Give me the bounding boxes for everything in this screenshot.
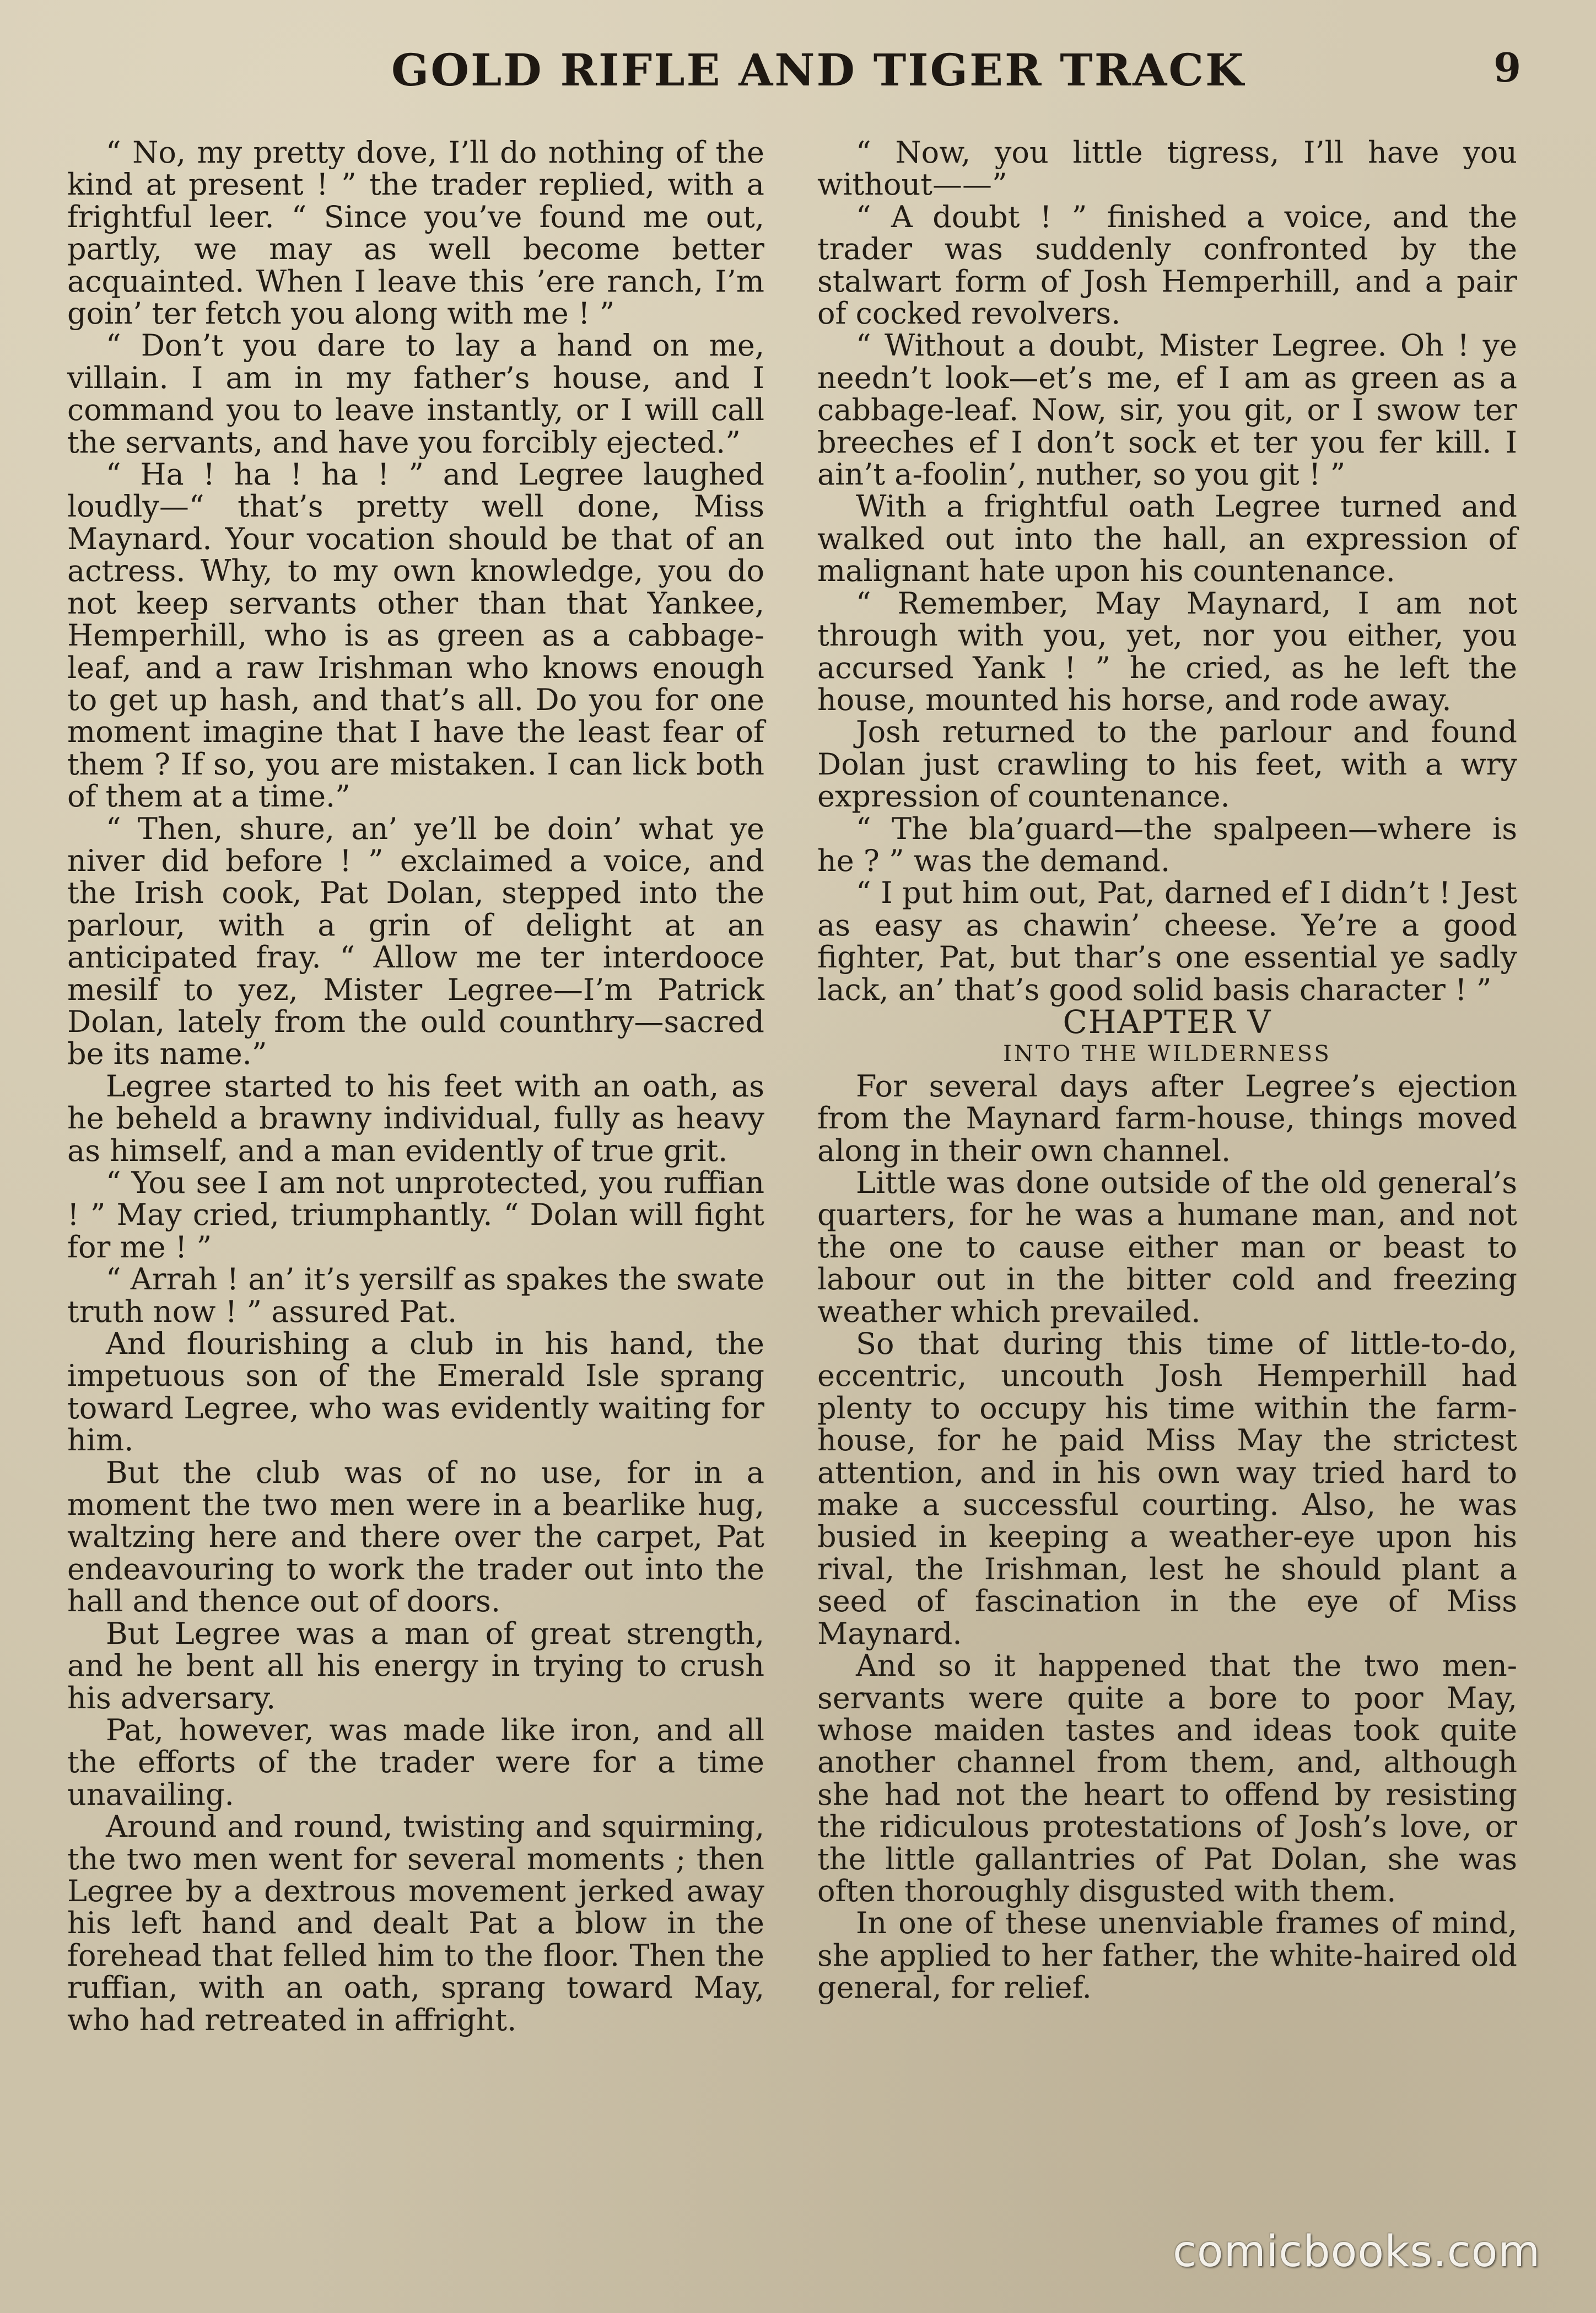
chapter-subtitle: INTO THE WILDERNESS (1003, 1041, 1331, 1067)
paragraph: Around and round, twisting and squirming, the two men went for several moments ; then Legree by a dextrous movement jerked away his left hand and dealt Pat a blow in the forehead that felled him to the floor. Then the ruffian, with an oath, sprang toward May, who had retreated in affright. (67, 1809, 764, 2037)
paragraph: But Legree was a man of great strength, and he bent all his energy in trying to crush his adversary. (67, 1616, 764, 1715)
paragraph: So that during this time of little-to-do, eccentric, uncouth Josh Hemperhill had plenty to occupy his time within the farm-house, for he paid Miss May the strictest attention, and in his own way tried hard to make a successful courting. Also, he was busied in keeping a weather-eye upon his rival, the Irishman, lest he should plant a seed of fascination in the eye of Miss Maynard. (817, 1326, 1517, 1651)
site-watermark: comicbooks.com (1173, 2227, 1541, 2277)
left-column (67, 137, 764, 2036)
page-number: 9 (1493, 44, 1522, 91)
running-title: GOLD RIFLE AND TIGER TRACK (391, 44, 1245, 96)
paragraph: “ Remember, May Maynard, I am not through with you, yet, nor you either, you accursed Yank ! ” he cried, as he left the house, mounted his horse, and rode away. (817, 585, 1517, 717)
page-header (0, 44, 1596, 99)
right-column (817, 137, 1517, 2004)
paragraph: And flourishing a club in his hand, the impetuous son of the Emerald Isle sprang toward Legree, who was evidently waiting for him. (67, 1326, 764, 1458)
paragraph: In one of these unenviable frames of mind, she applied to her father, the white-haired old general, for relief. (817, 1906, 1517, 2005)
paragraph: “ Now, you little tigress, I’ll have you without——” (817, 135, 1517, 202)
paragraph: “ I put him out, Pat, darned ef I didn’t ! Jest as easy as chawin’ cheese. Ye’re a good fighter, Pat, but thar’s one essential ye sadly lack, an’ that’s good solid basis character ! ” (817, 875, 1517, 1007)
paragraph: For several days after Legree’s ejection from the Maynard farm-house, things moved along in their own channel. (817, 1068, 1517, 1168)
paragraph: “ Ha ! ha ! ha ! ” and Legree laughed loudly—“ that’s pretty well done, Miss Maynard. Your vocation should be that of an actress. Why, to my own knowledge, you do not keep servants other than that Yankee, Hemperhill, who is as green as a cabbage-leaf, and a raw Irishman who knows enough to get up hash, and that’s all. Do you for one moment imagine that I have the least fear of them ? If so, you are mistaken. I can lick both of them at a time.” (67, 457, 764, 814)
paragraph: “ Without a doubt, Mister Legree. Oh ! ye needn’t look—et’s me, ef I am as green as a cabbage-leaf. Now, sir, you git, or I swow ter breeches ef I don’t sock et ter you fer kill. I ain’t a-foolin’, nuther, so you git ! ” (817, 328, 1517, 492)
paragraph: “ A doubt ! ” finished a voice, and the trader was suddenly confronted by the stalwart form of Josh Hemperhill, and a pair of cocked revolvers. (817, 199, 1517, 331)
paragraph: And so it happened that the two men-servants were quite a bore to poor May, whose maiden tastes and ideas took quite another channel from them, and, although she had not the heart to offend by resisting the ridiculous protestations of Josh’s love, or the little gallantries of Pat Dolan, she was often thoroughly disgusted with them. (817, 1648, 1517, 1908)
paragraph: Legree started to his feet with an oath, as he beheld a brawny individual, fully as heavy as himself, and a man evidently of true grit. (67, 1068, 764, 1168)
paragraph: With a frightful oath Legree turned and walked out into the hall, an expression of malignant hate upon his countenance. (817, 489, 1517, 589)
paragraph: “ Arrah ! an’ it’s yersilf as spakes the swate truth now ! ” assured Pat. (67, 1262, 764, 1329)
chapter-title: CHAPTER V (1063, 1003, 1272, 1041)
paragraph: Pat, however, was made like iron, and all the efforts of the trader were for a time unavailing. (67, 1712, 764, 1812)
paragraph: “ Don’t you dare to lay a hand on me, villain. I am in my father’s house, and I command you to leave instantly, or I will call the servants, and have you forcibly ejected.” (67, 328, 764, 460)
paragraph: But the club was of no use, for in a moment the two men were in a bearlike hug, waltzing here and there over the carpet, Pat endeavouring to work the trader out into the hall and thence out of doors. (67, 1455, 764, 1619)
paragraph: Little was done outside of the old general’s quarters, for he was a humane man, and not the one to cause either man or beast to labour out in the bitter cold and freezing weather which prevailed. (817, 1165, 1517, 1329)
paragraph: “ No, my pretty dove, I’ll do nothing of the kind at present ! ” the trader replied, with a frightful leer. “ Since you’ve found me out, partly, we may as well become better acquainted. When I leave this ’ere ranch, I’m goin’ ter fetch you along with me ! ” (67, 135, 764, 331)
paragraph: Josh returned to the parlour and found Dolan just crawling to his feet, with a wry expression of countenance. (817, 714, 1517, 814)
paragraph: “ You see I am not unprotected, you ruffian ! ” May cried, triumphantly. “ Dolan will fight for me ! ” (67, 1165, 764, 1265)
paragraph: “ The bla’guard—the spalpeen—where is he ? ” was the demand. (817, 811, 1517, 878)
paragraph: “ Then, shure, an’ ye’ll be doin’ what ye niver did before ! ” exclaimed a voice, and the Irish cook, Pat Dolan, stepped into the parlour, with a grin of delight at an anticipated fray. “ Allow me ter interdooce mesilf to yez, Mister Legree—I’m Patrick Dolan, lately from the ould counthry—sacred be its name.” (67, 811, 764, 1072)
